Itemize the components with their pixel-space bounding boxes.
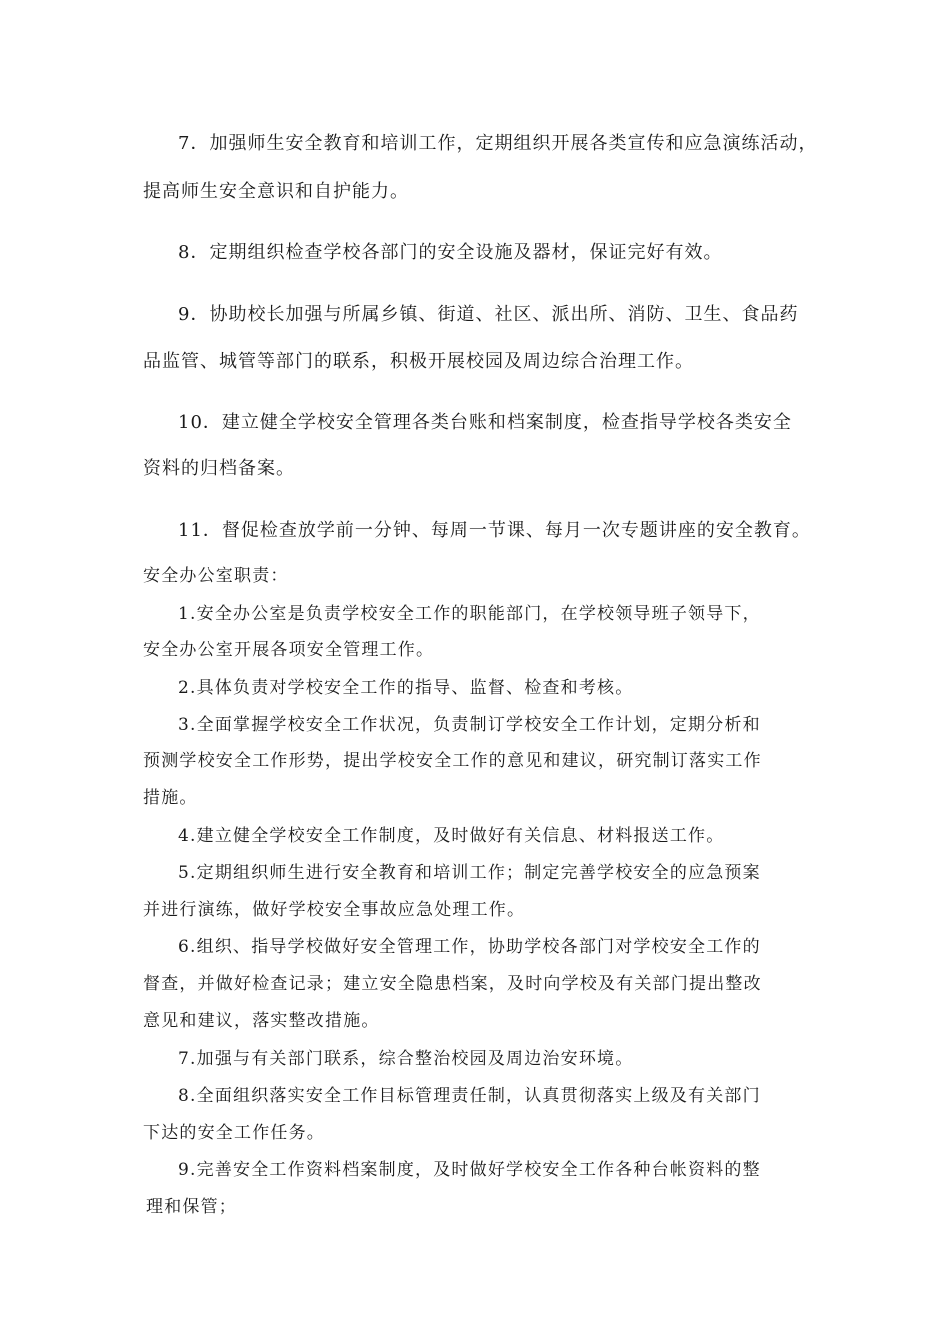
item-7-line-2: 提高师生安全意识和自护能力。 [143,181,409,202]
duty-6-line-2: 督查，并做好检查记录；建立安全隐患档案，及时向学校及有关部门提出整改 [143,974,762,994]
item-8-line-1: 8．定期组织检查学校各部门的安全设施及器材，保证完好有效。 [178,242,723,263]
duty-4-line-1: 4.建立健全学校安全工作制度，及时做好有关信息、材料报送工作。 [178,826,725,846]
item-10-line-2: 资料的归档备案。 [143,458,295,479]
item-9-line-1: 9．协助校长加强与所属乡镇、街道、社区、派出所、消防、卫生、食品药 [178,304,799,325]
duty-3-line-3: 措施。 [143,788,198,808]
duty-3-line-1: 3.全面掌握学校安全工作状况，负责制订学校安全工作计划，定期分析和 [178,715,761,735]
duty-9-line-2: 理和保管； [146,1197,237,1217]
duty-6-line-3: 意见和建议，落实整改措施。 [143,1011,380,1031]
duty-5-line-1: 5.定期组织师生进行安全教育和培训工作；制定完善学校安全的应急预案 [178,863,761,883]
duty-1-line-2: 安全办公室开展各项安全管理工作。 [143,640,435,660]
duty-5-line-2: 并进行演练，做好学校安全事故应急处理工作。 [143,900,526,920]
duty-8-line-1: 8.全面组织落实安全工作目标管理责任制，认真贯彻落实上级及有关部门 [178,1086,761,1106]
item-7-line-1: 7．加强师生安全教育和培训工作，定期组织开展各类宣传和应急演练活动， [178,133,818,154]
duty-3-line-2: 预测学校安全工作形势，提出学校安全工作的意见和建议，研究制订落实工作 [143,751,762,771]
duty-1-line-1: 1.安全办公室是负责学校安全工作的职能部门，在学校领导班子领导下， [178,604,761,624]
item-10-line-1: 10．建立健全学校安全管理各类台账和档案制度，检查指导学校各类安全 [178,412,792,433]
item-11-line-1: 11．督促检查放学前一分钟、每周一节课、每月一次专题讲座的安全教育。 [178,520,811,541]
duty-7-line-1: 7.加强与有关部门联系，综合整治校园及周边治安环境。 [178,1049,634,1069]
section-heading: 安全办公室职责： [143,566,289,586]
item-9-line-2: 品监管、城管等部门的联系，积极开展校园及周边综合治理工作。 [143,351,694,372]
duty-2-line-1: 2.具体负责对学校安全工作的指导、监督、检查和考核。 [178,678,634,698]
duty-9-line-1: 9.完善安全工作资料档案制度，及时做好学校安全工作各种台帐资料的整 [178,1160,761,1180]
duty-8-line-2: 下达的安全工作任务。 [143,1123,325,1143]
duty-6-line-1: 6.组织、指导学校做好安全管理工作，协助学校各部门对学校安全工作的 [178,937,761,957]
